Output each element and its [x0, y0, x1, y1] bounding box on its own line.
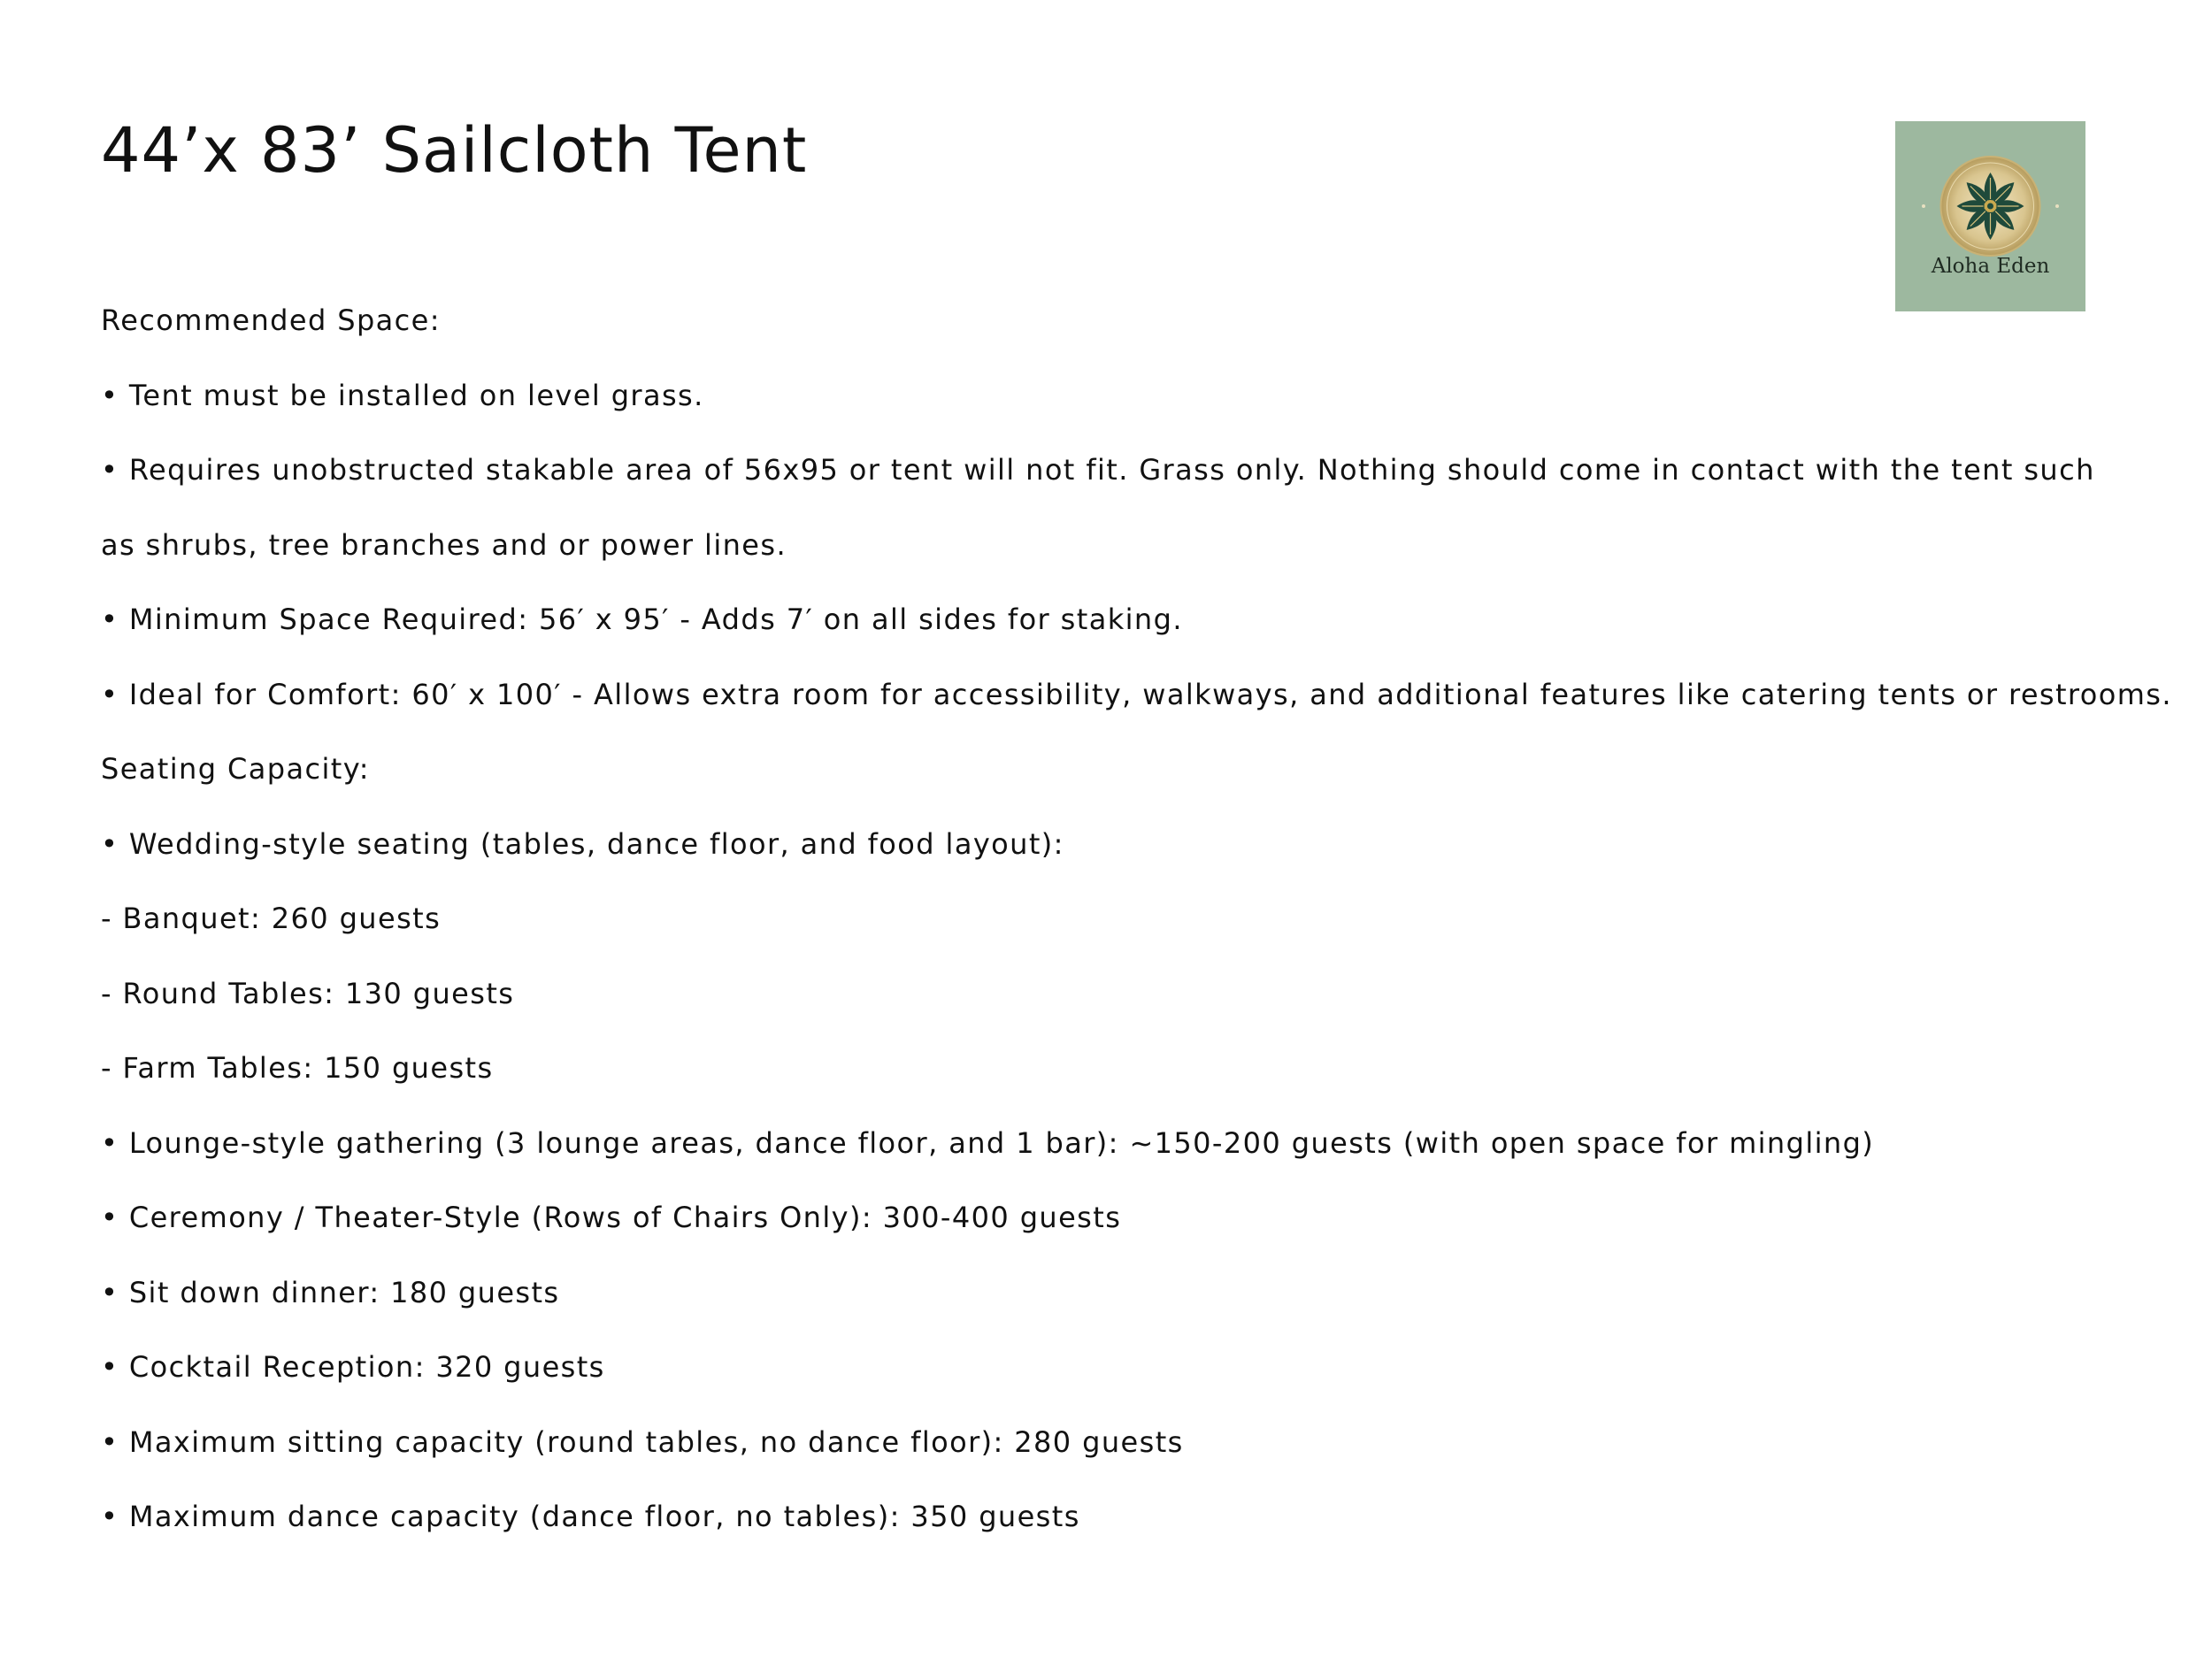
section-heading-seating-capacity: Seating Capacity:	[101, 752, 370, 786]
list-item: - Round Tables: 130 guests	[101, 976, 515, 1010]
list-item: • Lounge-style gathering (3 lounge areas, dance floor, and 1 bar): ~150-200 guests (with open space for mingling)	[101, 1125, 1875, 1160]
logo-text: Aloha Eden	[1931, 255, 2050, 278]
list-item: • Sit down dinner: 180 guests	[101, 1275, 560, 1309]
section-heading-recommended-space: Recommended Space:	[101, 303, 441, 337]
list-item: • Maximum sitting capacity (round tables, no dance floor): 280 guests	[101, 1424, 1184, 1459]
list-item: - Banquet: 260 guests	[101, 902, 442, 935]
list-item: • Maximum dance capacity (dance floor, no tables): 350 guests	[101, 1500, 1080, 1533]
list-item: • Minimum Space Required: 56′ x 95′ - Adds 7′ on all sides for staking.	[101, 603, 1183, 636]
list-item: • Ceremony / Theater-Style (Rows of Chairs Only): 300-400 guests	[101, 1201, 1122, 1234]
list-item: - Farm Tables: 150 guests	[101, 1051, 494, 1085]
list-item: • Ideal for Comfort: 60′ x 100′ - Allows extra room for accessibility, walkways, and additional features like catering tents or restrooms.	[101, 677, 2172, 711]
tent-details	[101, 283, 2172, 1554]
list-item: • Tent must be installed on level grass.	[101, 378, 704, 412]
page-title: 44’x 83’ Sailcloth Tent	[101, 114, 808, 187]
list-item: • Wedding-style seating (tables, dance floor, and food layout):	[101, 826, 1064, 861]
list-item: • Requires unobstructed stakable area of 56x95 or tent will not fit. Grass only. Nothing should come in contact with the tent such as shrubs, tree branches and or power lines.	[101, 453, 2095, 562]
list-item: • Cocktail Reception: 320 guests	[101, 1350, 605, 1384]
